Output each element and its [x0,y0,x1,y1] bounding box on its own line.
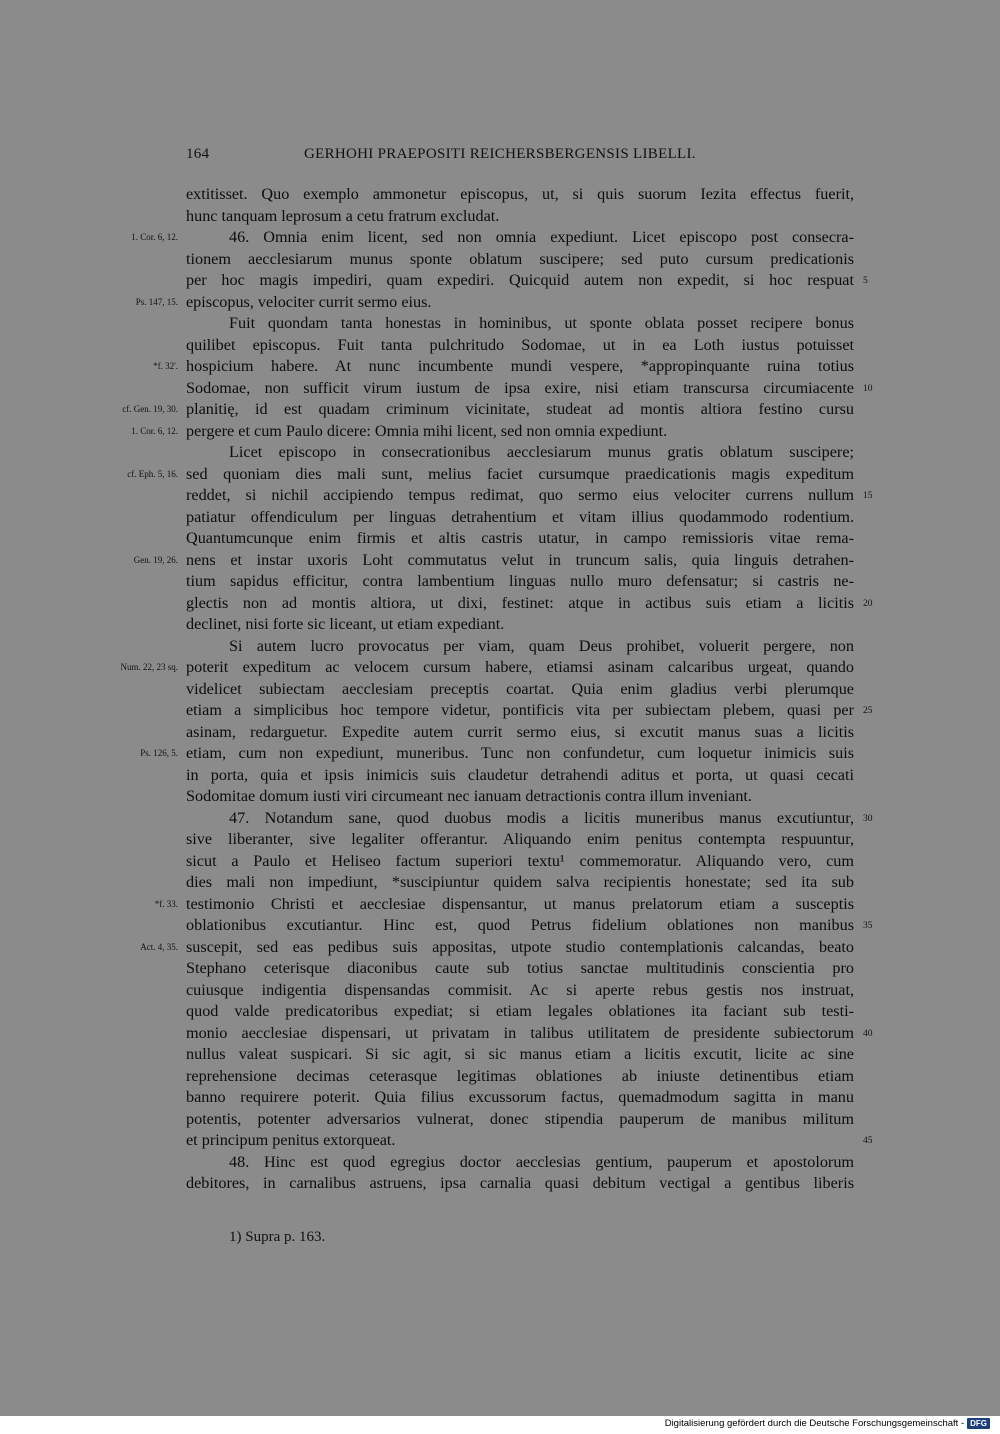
text-line: suscepit, sed eas pedibus suis appositas, utpote studio contemplationis calcandas, beato [186,938,854,956]
page-number: 164 [186,146,210,162]
text-line: tionem aecclesiarum munus sponte oblatum suscipere; sed puto cursum predicationis [186,250,854,268]
text-line: potentis, potenter adversarios vulnerat, donec stipendia pauperum de manibus militum [186,1110,854,1128]
text-line: Stephano ceterisque diaconibus caute sub totius sanctae multitudinis conscientia pro [186,959,854,977]
margin-reference: Gen. 19, 26. [133,555,178,565]
text-line: 46. Omnia enim licent, sed non omnia expediunt. Licet episcopo post consecra- [229,228,854,246]
text-line: per hoc magis impediri, quam expediri. Quicquid autem non expedit, si hoc respuat [186,271,854,289]
text-line: cuiusque indigentia dispensandas commisit. Ac si aperte rebus gestis nos instruat, [186,981,854,999]
text-line: etiam, cum non expediunt, muneribus. Tunc non confundetur, cum loquetur inimicis suis [186,744,854,762]
text-line: sive liberanter, sive legaliter offerantur. Aliquando enim penitus contempta respuuntur, [186,830,854,848]
text-line: sed quoniam dies mali sunt, melius faciet cursumque praedicationis magis expeditum [186,465,854,483]
text-line: nullus valeat suspicari. Si sic agit, si sic manus etiam a licitis excutit, licite ac sine [186,1045,854,1063]
text-line: etiam a simplicibus hoc tempore videtur, pontificis vita per subiectam plebem, quasi per [186,701,854,719]
margin-reference: Act. 4, 35. [140,942,178,952]
line-number: 5 [863,276,868,286]
text-line: quilibet episcopus. Fuit tanta pulchritudo Sodomae, ut in ea Loth iustus potuisset [186,336,854,354]
text-line: banno requirere poterit. Quia filius excussorum factus, quemadmodum sagitta in manu [186,1088,854,1106]
line-number: 10 [863,384,873,394]
text-line: glectis non ad montis altiora, ut dixi, festinet: atque in actibus suis etiam a licitis [186,594,854,612]
text-line: episcopus, velociter currit sermo eius. [186,293,432,311]
text-line: reprehensione decimas ceterasque legitimas oblationes ab iniuste detinentibus etiam [186,1067,854,1085]
text-line: 48. Hinc est quod egregius doctor aecclesias gentium, pauperum et apostolorum [229,1153,854,1171]
line-number: 35 [863,921,873,931]
text-line: videlicet subiectam aecclesiam preceptis coartat. Quia enim gladius verbi plerumque [186,680,854,698]
margin-reference: 1. Cor. 6, 12. [131,232,178,242]
text-line: declinet, nisi forte sic liceant, ut etiam expediant. [186,615,505,633]
text-line: nens et instar uxoris Loht commutatus velut in truncum salis, quia linguis detrahen- [186,551,854,569]
margin-reference: 1. Cor. 6, 12. [131,426,178,436]
text-line: Quantumcunque enim firmis et altis castris utatur, in campo remissioris vitae rema- [186,529,854,547]
text-line: testimonio Christi et aecclesiae dispensantur, ut manus prelatorum etiam a susceptis [186,895,854,913]
text-line: pergere et cum Paulo dicere: Omnia mihi licent, sed non omnia expediunt. [186,422,668,440]
text-line: debitores, in carnalibus astruens, ipsa carnalia quasi debitum vectigal a gentibus liberis [186,1174,854,1192]
text-line: Sodomae, non sufficit virum iustum de ipsa exire, nisi etiam transcursa circumiacente [186,379,854,397]
margin-reference: Ps. 147, 15. [135,297,178,307]
dfg-logo: DFG [967,1418,990,1429]
text-line: Si autem lucro provocatus per viam, quam Deus prohibet, voluerit pergere, non [229,637,854,655]
text-line: Sodomitae domum iusti viri circumeant nec ianuam detractionis contra illum inveniant. [186,787,752,805]
text-line: poterit expeditum ac velocem cursum habere, etiamsi asinam calcaribus urgeat, quando [186,658,854,676]
text-line: Fuit quondam tanta honestas in hominibus, ut sponte oblata posset recipere bonus [229,314,854,332]
footnote: 1) Supra p. 163. [229,1229,326,1245]
text-line: asinam, redarguetur. Expedite autem currit sermo eius, si excutit manus suas a licitis [186,723,854,741]
text-line: 47. Notandum sane, quod duobus modis a licitis muneribus manus excutiuntur, [229,809,854,827]
margin-reference: *f. 33. [154,899,178,909]
text-line: tium sapidus efficitur, contra lambentium linguas nullo muro defensatur; si castris ne- [186,572,854,590]
line-number: 45 [863,1136,873,1146]
margin-reference: *f. 32'. [153,361,178,371]
margin-reference: Ps. 126, 5. [140,748,178,758]
margin-reference: Num. 22, 23 sq. [120,662,178,672]
text-line: patiatur offendiculum per linguas detrahentium et vitam illius quodammodo rodentium. [186,508,854,526]
text-line: hospicium habere. At nunc incumbente mundi vespere, *appropinquante ruina totius [186,357,854,375]
text-line: quod valde predicatoribus expediat; si etiam legales oblationes ita faciant sub testi- [186,1002,854,1020]
text-line: hunc tanquam leprosum a cetu fratrum excludat. [186,207,500,225]
footer-credit [665,1418,990,1429]
text-line: et principum penitus extorqueat. [186,1131,396,1149]
text-line: Licet episcopo in consecrationibus aecclesiarum munus gratis oblatum suscipere; [229,443,854,461]
text-line: dies mali non impediunt, *suscipiuntur quidem salva recipientis honestate; sed ita sub [186,873,854,891]
line-number: 30 [863,814,873,824]
running-title: GERHOHI PRAEPOSITI REICHERSBERGENSIS LIBELLI. [304,146,696,162]
line-number: 20 [863,599,873,609]
margin-reference: cf. Gen. 19, 30. [122,404,178,414]
text-line: oblationibus excutiantur. Hinc est, quod Petrus fidelium oblationes non manibus [186,916,854,934]
text-line: reddet, si nichil accipiendo tempus redimat, quo sermo eius velociter currens nullum [186,486,854,504]
margin-reference: cf. Eph. 5, 16. [127,469,178,479]
funding-credit-text: Digitalisierung gefördert durch die Deutsche Forschungsgemeinschaft - [664,1418,965,1429]
text-line: extitisset. Quo exemplo ammonetur episcopus, ut, si quis suorum Iezita effectus fuerit, [186,185,854,203]
text-line: sicut a Paulo et Heliseo factum superiori textu¹ commemoratur. Aliquando vero, cum [186,852,854,870]
text-line: in porta, quia et ipsis inimicis suis claudetur detrahendi aditus et porta, ut quasi cecati [186,766,854,784]
line-number: 15 [863,491,873,501]
text-line: planitię, id est quadam criminum vicinitate, studeat ad montis altiora festino cursu [186,400,854,418]
line-number: 40 [863,1029,873,1039]
line-number: 25 [863,706,873,716]
text-line: monio aecclesiae dispensari, ut privatam in talibus utilitatem de presidente subiectorum [186,1024,854,1042]
